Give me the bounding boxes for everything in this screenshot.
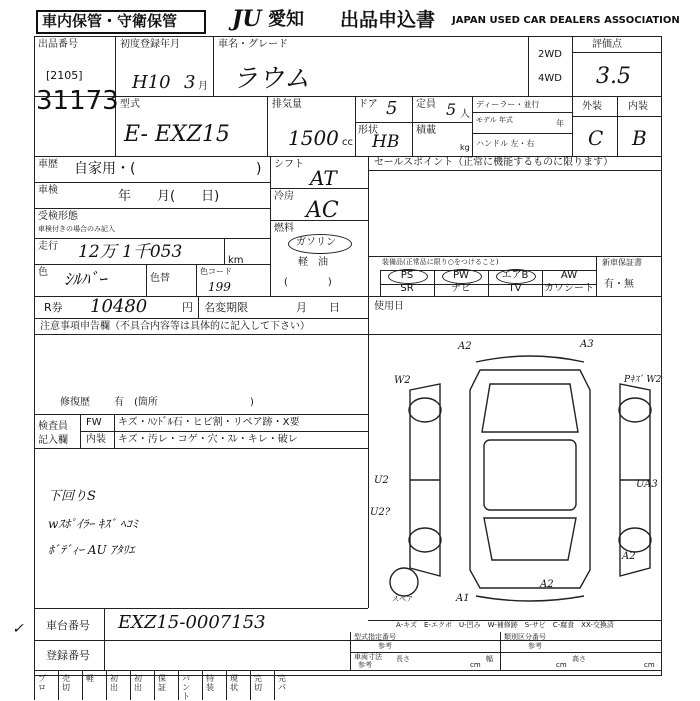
yen-label: 円: [182, 301, 193, 314]
doors-label: ドア: [358, 99, 378, 110]
recycle-label: R券: [44, 301, 63, 314]
repair-history-close: ): [250, 397, 254, 408]
bottom-cell-divider: [226, 670, 227, 700]
dealer-label: ディーラー・並行: [476, 100, 540, 109]
mark-a2-right: A2: [622, 551, 636, 562]
mark-ua3-right: UA3: [636, 479, 658, 490]
handwritten-note-2: wｽﾎﾟｲﾗｰ ｷｽﾞ ﾍｺﾐ: [48, 517, 138, 531]
form-title: 出品申込書: [340, 9, 436, 31]
handwritten-note-1: 下回りS: [48, 489, 96, 504]
transfer-date: 月 日: [296, 301, 340, 314]
car-name-value: ラウム: [232, 64, 310, 94]
bottom-cell-label: 現状: [230, 674, 238, 692]
equip-item: エアB: [501, 270, 529, 281]
bottom-cell-divider: [82, 670, 83, 700]
bottom-cell-divider: [178, 670, 179, 700]
equip-circle: [388, 269, 428, 284]
chassis-value: EXZ15-0007153: [118, 612, 266, 633]
bottom-cell-label: 初出: [134, 674, 142, 692]
spare-label: スペア: [392, 595, 413, 603]
month-unit: 月: [198, 81, 208, 92]
bottom-cell-label: バント: [182, 674, 190, 701]
new-warranty-label: 新車保証書: [602, 258, 642, 267]
class-sub: 参考: [528, 642, 542, 650]
model-value: E- EXZ15: [124, 122, 230, 147]
size-ref: 参考: [358, 661, 372, 669]
org-name: 愛知: [268, 9, 304, 30]
load-label: 積載: [416, 125, 436, 136]
displacement-unit: cc: [342, 137, 353, 148]
cert-sub: 参考: [378, 642, 392, 650]
lot-number: 31173: [36, 86, 119, 116]
fuel-alt: 軽 油: [298, 257, 328, 268]
storage-badge-text: 車内保管・守衛保管: [42, 12, 178, 30]
first-reg-year: H10: [132, 72, 171, 93]
fuel-value: ガソリン: [296, 237, 336, 248]
capacity-unit: 人: [460, 109, 470, 120]
interior-row-label: 内装: [86, 434, 106, 445]
model-year-label: モデル 年式: [476, 116, 513, 124]
date-label: 使用日: [374, 301, 404, 312]
capacity-value: 5: [446, 100, 457, 119]
displacement-label: 排気量: [272, 99, 302, 110]
recycle-value: 10480: [90, 296, 148, 317]
mileage-label: 走行: [38, 241, 58, 252]
size-label: 車両寸法: [354, 653, 382, 661]
bottom-cell-label: 完パ: [278, 674, 286, 692]
doors-value: 5: [386, 98, 398, 119]
mileage-value: 12万 1千053: [78, 242, 183, 262]
repair-history-value: 有 (箇所: [114, 397, 158, 408]
first-reg-label: 初度登録年月: [120, 39, 180, 50]
car-name-label: 車名・グレード: [218, 39, 288, 50]
chassis-label: 車台番号: [46, 619, 90, 632]
first-reg-month: 3: [184, 72, 196, 93]
chassis-check: ✓: [12, 621, 24, 637]
equip-item: ナビ: [451, 283, 471, 294]
interior-grade: B: [632, 126, 647, 150]
displacement-value: 1500: [288, 126, 339, 150]
mark-w2-left: W2: [394, 375, 411, 386]
interior-label: 内装: [628, 101, 648, 112]
class-label: 類別区分番号: [504, 633, 546, 641]
width-unit: cm: [556, 661, 567, 669]
reg-number-label: 登録番号: [46, 649, 90, 662]
history-close: ): [256, 161, 262, 177]
transfer-label: 名変期限: [204, 301, 248, 314]
shape-value: HB: [372, 132, 400, 152]
load-unit: kg: [460, 143, 470, 152]
bottom-cell-divider: [154, 670, 155, 700]
mark-a2-top: A2: [458, 341, 472, 352]
bottom-cell-label: 保証: [158, 674, 166, 692]
bottom-cell-divider: [250, 670, 251, 700]
damage-legend: A-キズ E-エクボ U-凹み W-補修跡 S-サビ C-腐食 XX-交換済: [396, 621, 614, 629]
equip-circle: [442, 269, 482, 284]
history-label: 車歴: [38, 159, 58, 170]
fuel-paren: ( ): [284, 277, 332, 288]
fuel-label: 燃料: [274, 223, 294, 234]
bottom-cell-label: 売切: [62, 674, 70, 692]
lot-sub: [2105]: [46, 69, 83, 82]
shift-value: AT: [310, 166, 337, 190]
english-title: JAPAN USED CAR DEALERS ASSOCIATION: [452, 15, 680, 26]
equip-item: AW: [560, 270, 578, 281]
ac-value: AC: [306, 198, 339, 223]
exterior-grade: C: [588, 126, 604, 150]
shift-label: シフト: [274, 159, 304, 170]
length-unit: cm: [470, 661, 481, 669]
mark-a3-top: A3: [580, 339, 594, 350]
score-label: 評価点: [592, 39, 622, 50]
height-unit: cm: [644, 661, 655, 669]
model-label: 型式: [120, 99, 140, 110]
fw-text: キズ・ﾊﾝﾄﾞﾙ石・ヒビ割・リペア跡・X要: [118, 417, 300, 428]
ac-label: 冷房: [274, 191, 294, 202]
mark-u2-left-low: U2?: [370, 507, 391, 518]
bottom-cell-divider: [130, 670, 131, 700]
shape-label: 形状: [358, 125, 378, 136]
equip-note: 装備品(正常品に限り○をつけること): [382, 258, 499, 266]
mileage-unit: km: [228, 255, 244, 266]
bottom-cell-divider: [106, 670, 107, 700]
equip-item: TV: [508, 283, 522, 294]
handle-label: ハンドル 左・右: [476, 139, 535, 148]
inspection-label: 車検: [38, 185, 58, 196]
warranty-value: 有・無: [604, 279, 634, 290]
bottom-cell-divider: [34, 670, 35, 700]
fw-label: FW: [86, 417, 102, 428]
equip-item: PW: [453, 270, 469, 281]
mark-p-w2-right: Pｷｽﾞ W2: [624, 375, 662, 385]
equip-item: PS: [400, 270, 414, 281]
width-label: 幅: [486, 655, 493, 663]
bottom-cell-divider: [274, 670, 275, 700]
mark-a2-rear: A2: [540, 579, 554, 590]
inspector-label: 検査員 記入欄: [38, 421, 68, 446]
color-code-label: 色コード: [200, 267, 232, 276]
sales-point-label: セールスポイント（正常に機能するものに限ります）: [374, 157, 614, 168]
color-value: ｼﾙﾊﾞｰ: [64, 270, 107, 290]
bottom-cell-label: 軽: [86, 674, 94, 683]
year-unit: 年: [556, 119, 564, 128]
drive-4wd: 4WD: [538, 73, 562, 84]
equip-circle: [496, 269, 536, 284]
cert-label: 型式指定番号: [354, 633, 396, 641]
history-value: 自家用・(: [74, 161, 136, 177]
score-value: 3.5: [596, 64, 631, 89]
bottom-cell-label: プロ: [38, 674, 46, 692]
handwritten-note-3: ﾎﾞﾃﾞｨｰ AU ｱﾀﾘｴ: [48, 543, 135, 557]
inspection-date: 年 月( 日): [118, 189, 220, 204]
color-code-value: 199: [208, 280, 231, 294]
mark-a1-bottom: A1: [456, 593, 470, 604]
receipt-sub: 車検付きの場合のみ記入: [38, 225, 115, 233]
repair-history-label: 修復歴: [60, 397, 90, 408]
length-label: 長さ: [396, 655, 410, 663]
interior-row-text: キズ・汚レ・コゲ・穴・ｽﾚ・キレ・破レ: [118, 434, 298, 445]
bottom-cell-label: 特装: [206, 674, 214, 692]
notes-label: 注意事項申告欄（不具合内容等は具体的に記入して下さい）: [40, 321, 310, 332]
mark-u2-left: U2: [374, 475, 389, 486]
drive-2wd: 2WD: [538, 49, 562, 60]
bottom-cell-divider: [58, 670, 59, 700]
height-label: 高さ: [572, 655, 586, 663]
receipt-label: 受検形態: [38, 211, 78, 222]
capacity-label: 定員: [416, 99, 436, 110]
equip-item: カワシート: [544, 283, 594, 294]
bottom-cell-label: 完切: [254, 674, 262, 692]
exterior-label: 外装: [582, 101, 602, 112]
color-label: 色: [38, 267, 48, 278]
equip-item: SR: [400, 283, 414, 294]
color-change-label: 色替: [150, 273, 170, 284]
lot-number-label: 出品番号: [38, 39, 78, 50]
ju-logo: JU: [232, 6, 262, 32]
car-diagram: [380, 340, 660, 608]
bottom-cell-divider: [202, 670, 203, 700]
bottom-cell-label: 初出: [110, 674, 118, 692]
